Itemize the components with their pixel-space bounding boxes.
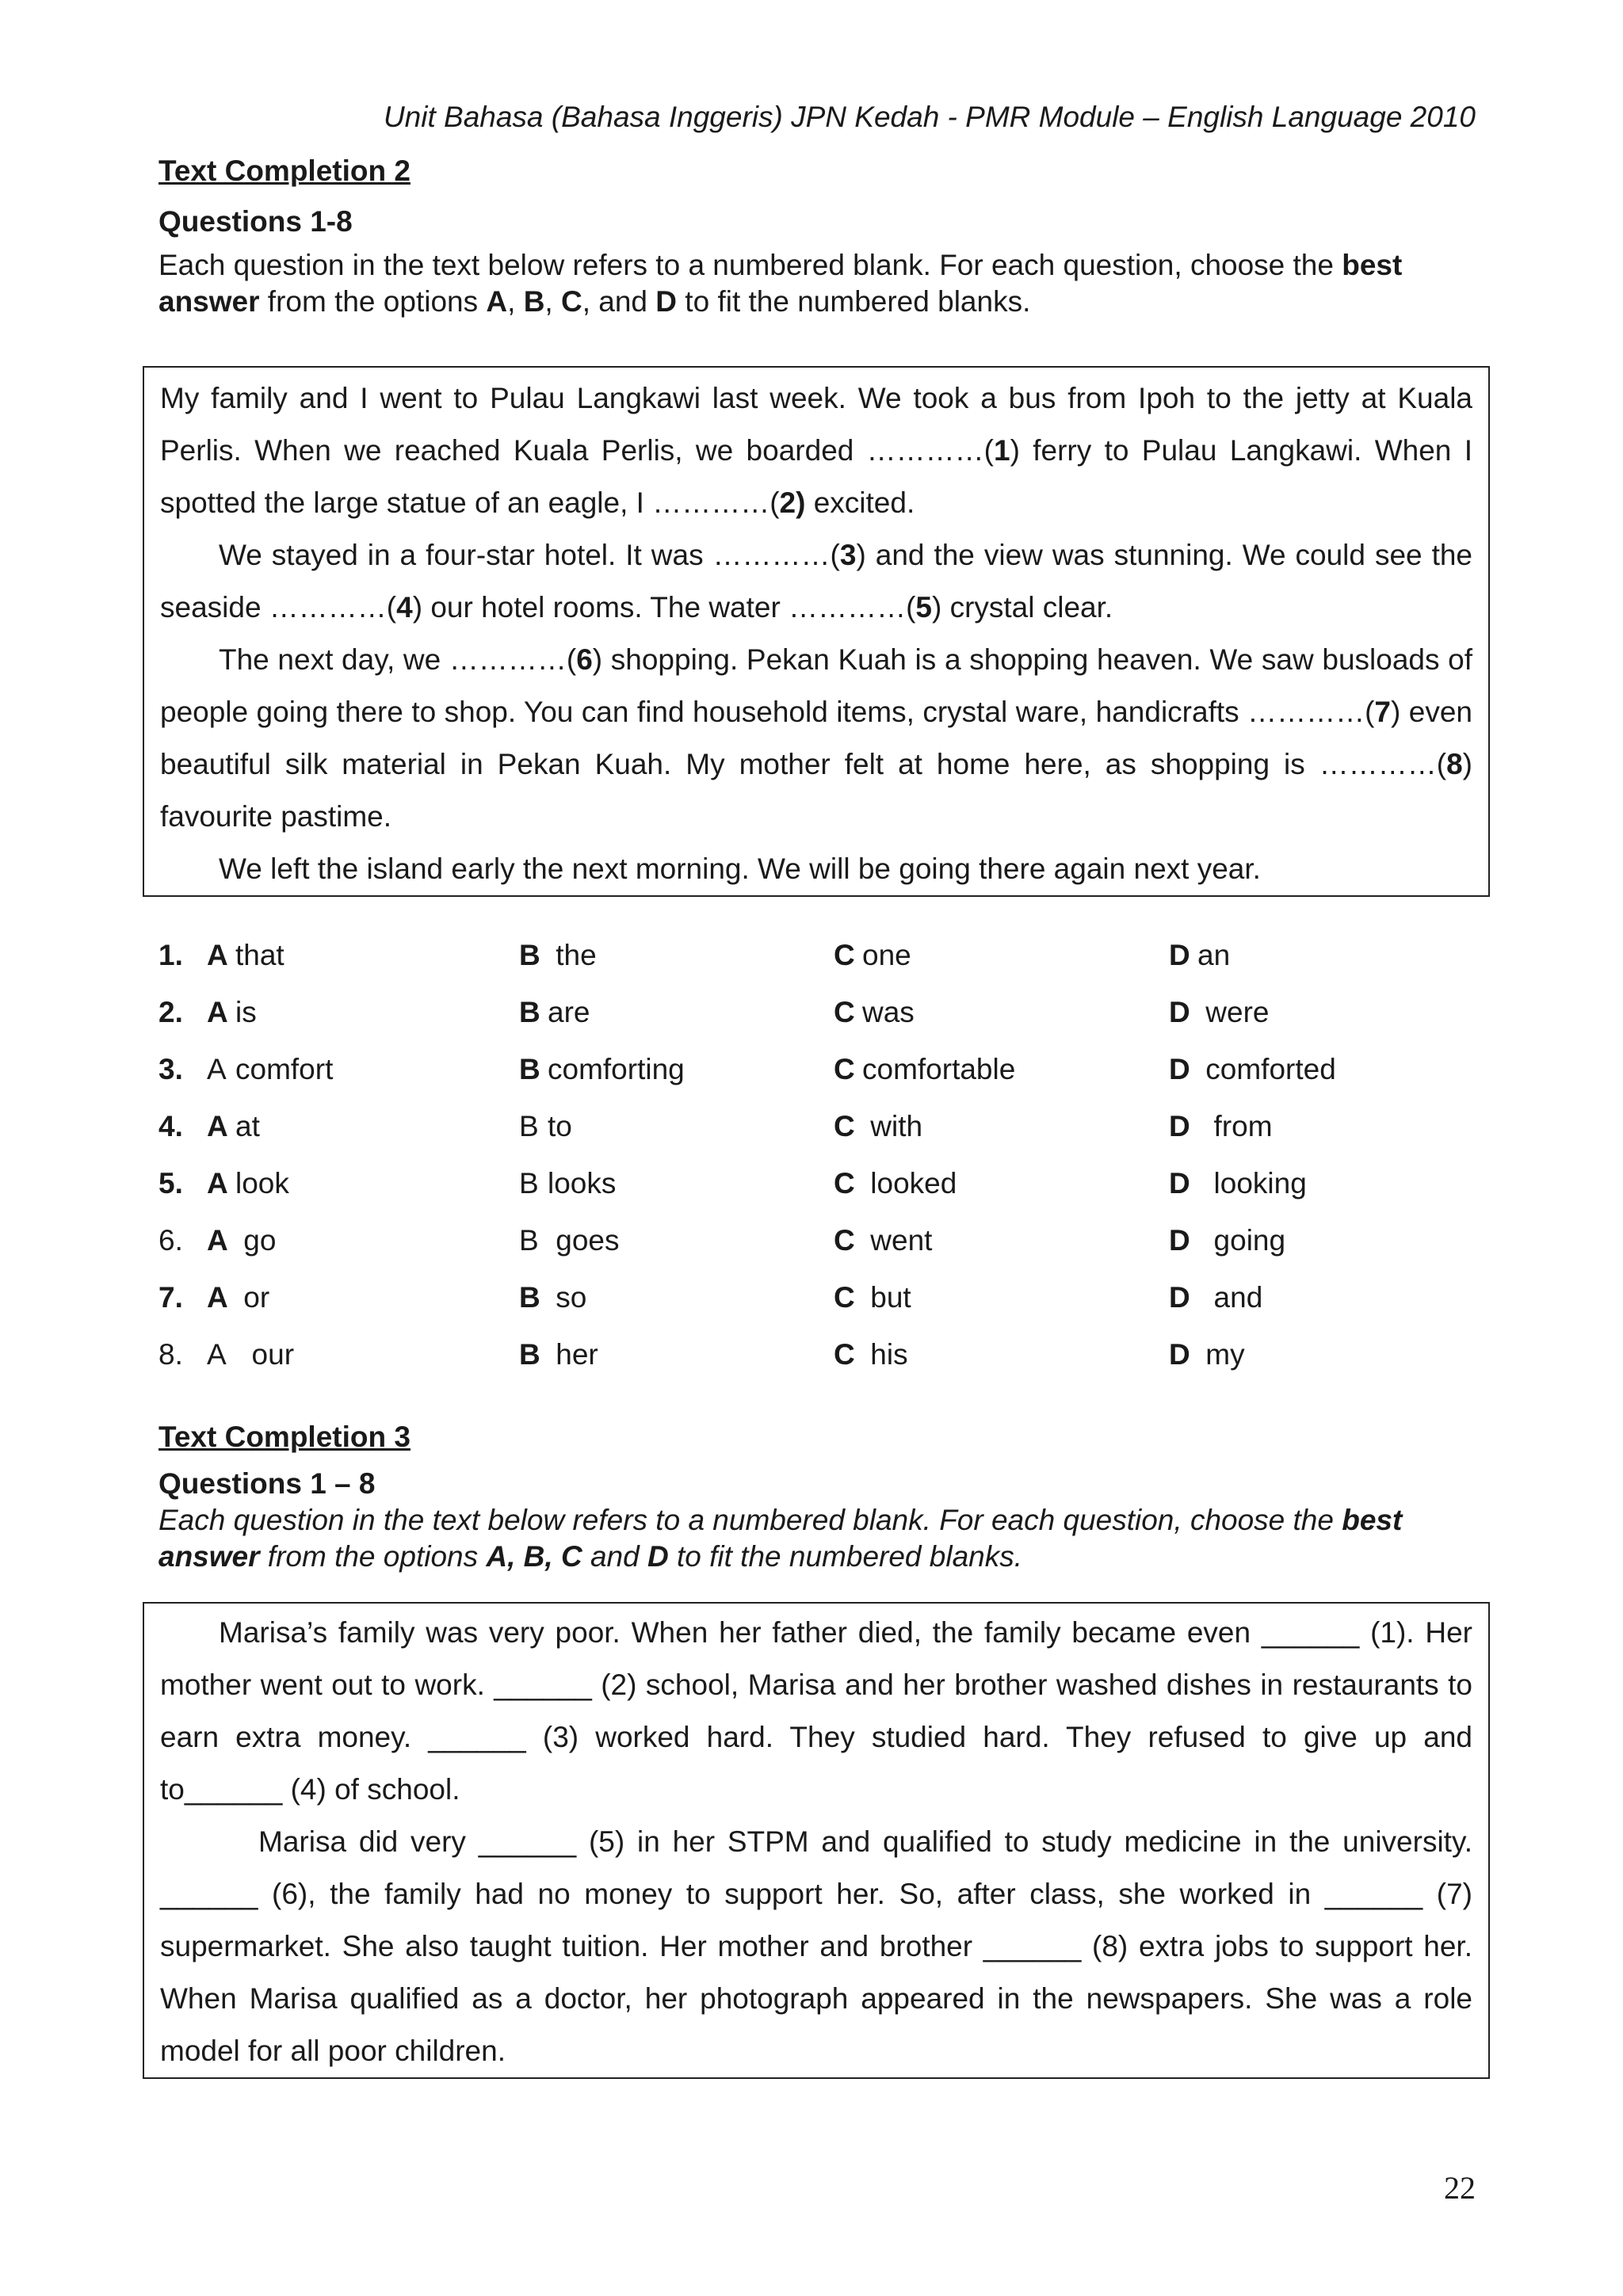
option-letter: A (207, 939, 228, 971)
option-text: comfortable (862, 1053, 1016, 1085)
option-a (207, 1041, 333, 1098)
section2-subtitle: Questions 1-8 (158, 205, 353, 238)
option-b (519, 984, 590, 1041)
option-letter: D (1169, 1110, 1190, 1142)
option-text: at (235, 1110, 260, 1142)
option-text: comfort (235, 1053, 334, 1085)
section3-instructions: Each question in the text below refers to a numbered blank. For each question, choose the best answer from the options A, B, C and D to fit the numbered blanks. (158, 1504, 1403, 1573)
passage-paragraph: We stayed in a four-star hotel. It was …………(3) and the view was stunning. We could see the seaside …………(4) our hotel rooms. The water …………(5) crystal clear. (160, 539, 1472, 624)
option-b (519, 1041, 685, 1098)
option-letter: B (519, 1110, 539, 1142)
passage-paragraph: Marisa’s family was very poor. When her father died, the family became even ______ (1). Her mother went out to work. ______ (2) school, Marisa and her brother washed dishes in restaurants to earn extra money. ______ (3) worked hard. They studied hard. They refused to give up and to______ (4) of school. (160, 1616, 1472, 1806)
option-letter: C (834, 1053, 855, 1085)
option-letter: B (519, 1224, 539, 1257)
option-c (834, 1212, 932, 1269)
option-a (207, 1269, 269, 1326)
option-letter: C (834, 1224, 855, 1257)
section3-heading (158, 1417, 1490, 1575)
option-a (207, 927, 285, 984)
option-text: comforting (548, 1053, 685, 1085)
question-number: 6. (158, 1224, 183, 1257)
option-letter: D (1169, 1053, 1190, 1085)
option-text: or (235, 1281, 270, 1314)
option-text: from (1197, 1110, 1273, 1142)
passage-paragraph: Marisa did very ______ (5) in her STPM and qualified to study medicine in the university. ______ (6), the family had no money to support her. So, after class, she worked in ______ (7) supermarket. She also taught tuition. Her mother and brother ______ (8) extra jobs to support her. When Marisa qualified as a doctor, her photograph appeared in the newspapers. She was a role model for all poor children. (160, 1825, 1472, 2067)
question-number: 5. (158, 1167, 183, 1199)
option-text: go (235, 1224, 277, 1257)
option-row (158, 927, 1506, 984)
option-text: looked (862, 1167, 957, 1199)
option-b (519, 1098, 572, 1155)
option-text: one (862, 939, 911, 971)
option-c (834, 1155, 957, 1212)
page-header: Unit Bahasa (Bahasa Inggeris) JPN Kedah - PMR Module – English Language 2010 (383, 101, 1476, 133)
option-text: going (1197, 1224, 1286, 1257)
option-text: the (548, 939, 597, 971)
option-letter: A (207, 1053, 227, 1085)
option-letter: A (207, 1110, 228, 1142)
option-letter: A (207, 996, 228, 1028)
option-row (158, 1155, 1506, 1212)
option-row (158, 1212, 1506, 1269)
option-text: to (548, 1110, 572, 1142)
option-letter: B (519, 1281, 540, 1314)
option-text: were (1197, 996, 1270, 1028)
question-number: 8. (158, 1338, 183, 1371)
option-row (158, 1269, 1506, 1326)
question-number: 2. (158, 996, 183, 1028)
option-d (1169, 1155, 1307, 1212)
option-b (519, 1269, 586, 1326)
option-text: her (548, 1338, 598, 1371)
section2-instructions: Each question in the text below refers to a numbered blank. For each question, choose the best answer from the options A, B, C, and D to fit the numbered blanks. (158, 249, 1403, 318)
option-text: are (548, 996, 590, 1028)
question-number: 3. (158, 1053, 183, 1085)
option-text: so (548, 1281, 587, 1314)
option-d (1169, 1269, 1262, 1326)
option-c (834, 1041, 1015, 1098)
option-b (519, 927, 597, 984)
option-letter: D (1169, 1167, 1190, 1199)
passage-paragraph: The next day, we …………(6) shopping. Pekan Kuah is a shopping heaven. We saw busloads of people going there to shop. You can find household items, crystal ware, handicrafts …………(7) even beautiful silk material in Pekan Kuah. My mother felt at home here, as shopping is …………(8) favourite pastime. (160, 643, 1472, 833)
option-text: an (1197, 939, 1231, 971)
question-number: 4. (158, 1110, 183, 1142)
option-d (1169, 1326, 1245, 1383)
option-a (207, 984, 257, 1041)
option-c (834, 1269, 911, 1326)
answer-options-list (158, 927, 1506, 1383)
option-letter: A (207, 1338, 227, 1371)
option-a (207, 1326, 294, 1383)
option-text: comforted (1197, 1053, 1336, 1085)
option-letter: A (207, 1224, 228, 1257)
option-text: is (235, 996, 257, 1028)
option-text: with (862, 1110, 923, 1142)
option-a (207, 1212, 276, 1269)
section2-heading (158, 151, 1490, 320)
option-d (1169, 927, 1230, 984)
option-b (519, 1326, 598, 1383)
option-a (207, 1155, 289, 1212)
option-text: goes (548, 1224, 620, 1257)
option-d (1169, 1098, 1273, 1155)
option-b (519, 1155, 616, 1212)
option-letter: B (519, 939, 540, 971)
option-text: was (862, 996, 915, 1028)
option-d (1169, 1041, 1336, 1098)
option-text: looks (548, 1167, 617, 1199)
option-text: his (862, 1338, 908, 1371)
option-text: looking (1197, 1167, 1307, 1199)
option-text: that (235, 939, 285, 971)
option-text: my (1197, 1338, 1245, 1371)
option-letter: C (834, 1167, 855, 1199)
section3-subtitle: Questions 1 – 8 (158, 1467, 376, 1500)
option-text: our (235, 1338, 295, 1371)
option-letter: B (519, 1167, 539, 1199)
option-text: went (862, 1224, 933, 1257)
option-letter: D (1169, 1224, 1190, 1257)
section2-title: Text Completion 2 (158, 154, 411, 187)
option-c (834, 1326, 908, 1383)
option-letter: C (834, 1338, 855, 1371)
option-letter: A (207, 1281, 228, 1314)
option-text: but (862, 1281, 911, 1314)
option-letter: C (834, 1281, 855, 1314)
question-number: 7. (158, 1281, 183, 1314)
option-c (834, 1098, 922, 1155)
section3-passage-box (143, 1602, 1490, 2079)
option-text: and (1197, 1281, 1263, 1314)
option-letter: C (834, 939, 855, 971)
option-letter: D (1169, 939, 1190, 971)
passage-paragraph: My family and I went to Pulau Langkawi last week. We took a bus from Ipoh to the jetty at Kuala Perlis. When we reached Kuala Perlis, we boarded …………(1) ferry to Pulau Langkawi. When I spotted the large statue of an eagle, I …………(2) excited. (160, 382, 1472, 519)
option-letter: B (519, 996, 540, 1028)
option-letter: C (834, 996, 855, 1028)
option-letter: D (1169, 1281, 1190, 1314)
section2-passage-box (143, 366, 1490, 897)
option-letter: C (834, 1110, 855, 1142)
option-row (158, 1041, 1506, 1098)
option-row (158, 984, 1506, 1041)
option-d (1169, 984, 1269, 1041)
question-number: 1. (158, 939, 183, 971)
passage-paragraph: We left the island early the next morning. We will be going there again next year. (219, 852, 1261, 885)
option-row (158, 1326, 1506, 1383)
page-number: 22 (1444, 2170, 1476, 2206)
option-letter: B (519, 1053, 540, 1085)
option-text: look (235, 1167, 289, 1199)
option-letter: B (519, 1338, 540, 1371)
option-a (207, 1098, 260, 1155)
option-letter: A (207, 1167, 228, 1199)
option-letter: D (1169, 1338, 1190, 1371)
option-c (834, 984, 915, 1041)
section3-title: Text Completion 3 (158, 1421, 411, 1453)
option-d (1169, 1212, 1285, 1269)
option-letter: D (1169, 996, 1190, 1028)
option-c (834, 927, 911, 984)
option-row (158, 1098, 1506, 1155)
option-b (519, 1212, 620, 1269)
